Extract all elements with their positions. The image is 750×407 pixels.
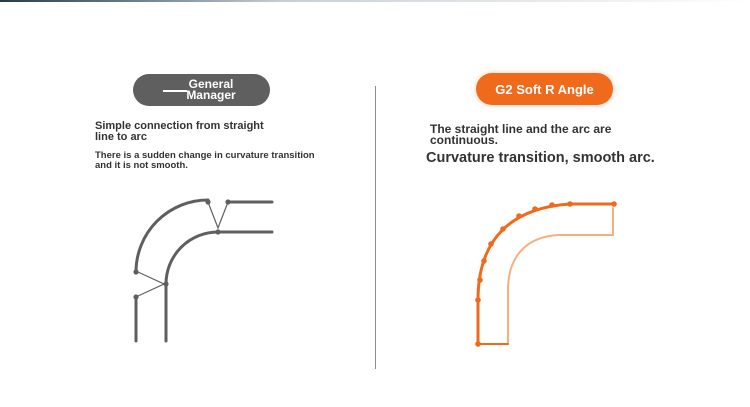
curve-point — [532, 206, 538, 212]
curve-point — [475, 297, 481, 303]
junction-point — [163, 281, 168, 286]
curve-point — [481, 258, 487, 264]
column-divider — [375, 86, 376, 369]
junction-point — [133, 294, 138, 299]
curve-point — [500, 226, 506, 232]
curve-point — [611, 201, 617, 207]
right-heading: The straight line and the arc are continuous. — [430, 122, 612, 147]
junction-point — [205, 199, 210, 204]
junction-point — [215, 229, 220, 234]
g2-soft-r-angle-badge: G2 Soft R Angle — [476, 73, 613, 105]
inner-soft-curve — [508, 208, 613, 344]
curve-point — [567, 201, 573, 207]
junction-points — [133, 199, 230, 299]
curve-sample-points — [475, 201, 617, 347]
curve-point — [488, 241, 494, 247]
curve-point — [516, 213, 522, 219]
left-note: There is a sudden change in curvature transition and it is not smooth. — [95, 150, 315, 171]
curve-point — [475, 341, 481, 347]
junction-point — [133, 269, 138, 274]
top-kink-marker — [208, 202, 228, 228]
discontinuity-markers — [138, 202, 228, 296]
left-kink-marker — [138, 272, 164, 296]
general-manager-label: General Manager — [186, 77, 236, 102]
right-note: Curvature transition, smooth arc. — [426, 150, 655, 166]
left-heading: Simple connection from straight line to arc — [95, 120, 264, 143]
curve-point — [549, 202, 555, 208]
inner-arc — [166, 232, 218, 284]
outer-soft-curve — [478, 204, 614, 344]
junction-point — [225, 199, 230, 204]
curve-point — [477, 277, 483, 283]
g2-corner-diagram — [478, 204, 614, 344]
simple-connection-diagram — [136, 200, 272, 341]
